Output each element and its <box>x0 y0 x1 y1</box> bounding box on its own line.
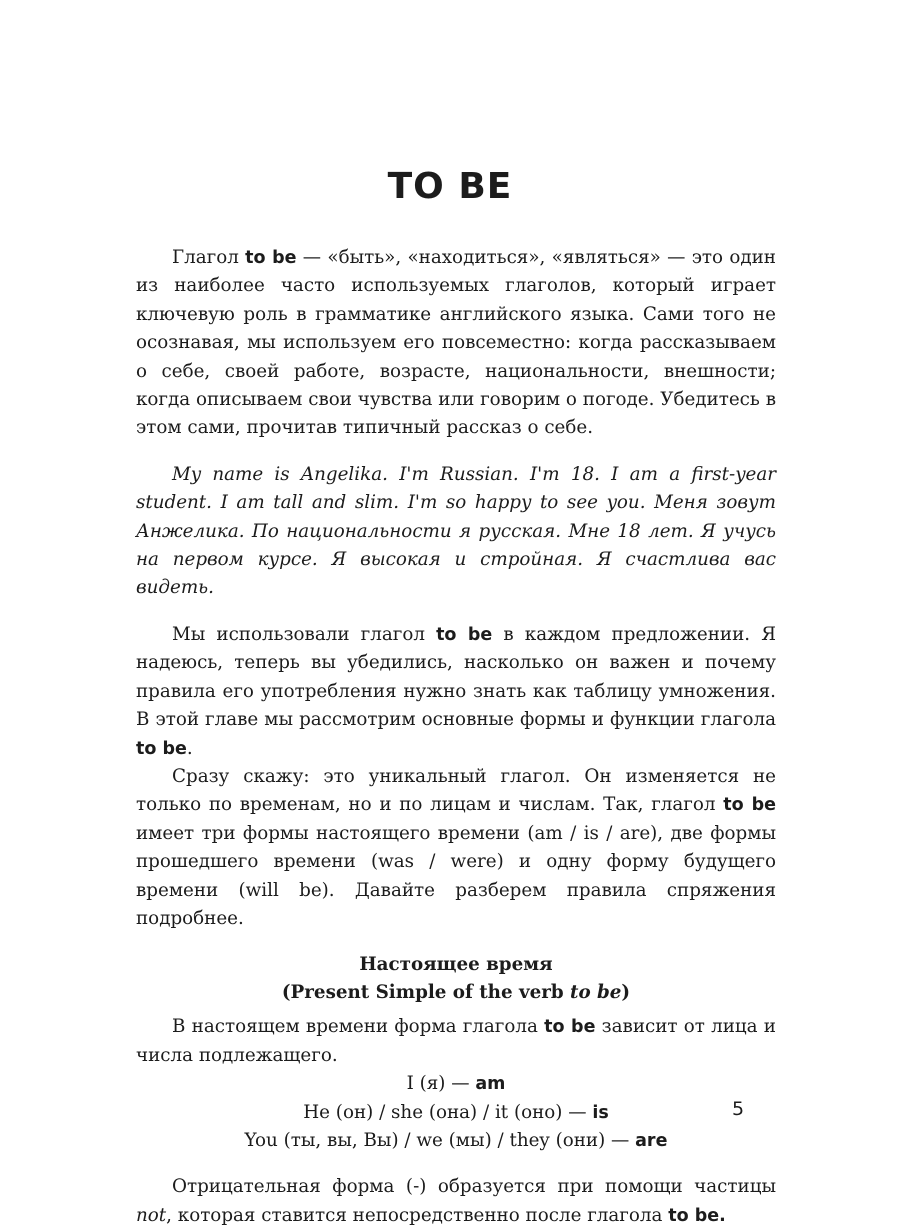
term-to-be: to be <box>544 1017 596 1038</box>
usage-paragraph: Мы использовали глагол to be в каждом предложении. Я надеюсь, теперь вы убедились, насколько он важен и почему правила его употребления нужно знать как таблицу умножения. В этой главе мы рассмотрим основные формы и функции глагола to be. <box>136 623 776 759</box>
present-intro-paragraph: В настоящем времени форма глагола to be зависит от лица и числа подлежащего. <box>136 1016 776 1066</box>
section-heading-line1: Настоящее время <box>359 954 553 976</box>
forms-paragraph: Сразу скажу: это уникальный глагол. Он изменяется не только по временам, но и по лицам и числам. Так, глагол to be имеет три формы настоящего времени (am / is / are), две формы прошедшего времени (was / were) и одну форму будущего времени (will be). Давайте разберем правила спряжения подробнее. <box>136 765 776 929</box>
term-to-be: to be <box>436 624 493 645</box>
intro-paragraph: Глагол to be — «быть», «находиться», «являться» — это один из наиболее часто используемых глаголов, который играет ключевую роль в грамматике английского языка. Сами того не осознавая, мы используем его повсеместно: когда рассказываем о себе, своей работе, возрасте, национальности, внешности; когда описываем свои чувства или говорим о погоде. Убедитесь в этом сами, прочитав типичный рассказ о себе. <box>136 247 776 439</box>
term-to-be: to be <box>245 248 297 268</box>
body-text <box>136 244 776 1230</box>
form-line-am: I (я) — am <box>406 1073 506 1095</box>
form-line-are: You (ты, вы, Вы) / we (мы) / they (они) — are <box>244 1129 668 1151</box>
section-heading <box>136 951 776 1007</box>
example-paragraph: My name is Angelika. I'm Russian. I'm 18. I am a first-year student. I am tall and slim. I'm so happy to see you. Меня зовут Анжелика. По национальности я русская. Мне 18 лет. Я учусь на первом курсе. Я высокая и стройная. Я счастлива вас видеть. <box>136 463 776 599</box>
page-number: 5 <box>732 1098 745 1120</box>
form-line-is: He (он) / she (она) / it (оно) — is <box>303 1101 609 1123</box>
term-to-be: to be <box>723 795 776 816</box>
particle-not: not <box>136 1204 167 1226</box>
term-to-be: to be. <box>668 1205 726 1226</box>
term-to-be: to be <box>136 738 187 759</box>
section-heading-line2: (Present Simple of the verb to be) <box>281 982 631 1004</box>
chapter-title: TO BE <box>387 166 513 207</box>
negative-paragraph: Отрицательная форма (-) образуется при помощи частицы not, которая ставится непосредственно после глагола to be. <box>136 1176 776 1226</box>
